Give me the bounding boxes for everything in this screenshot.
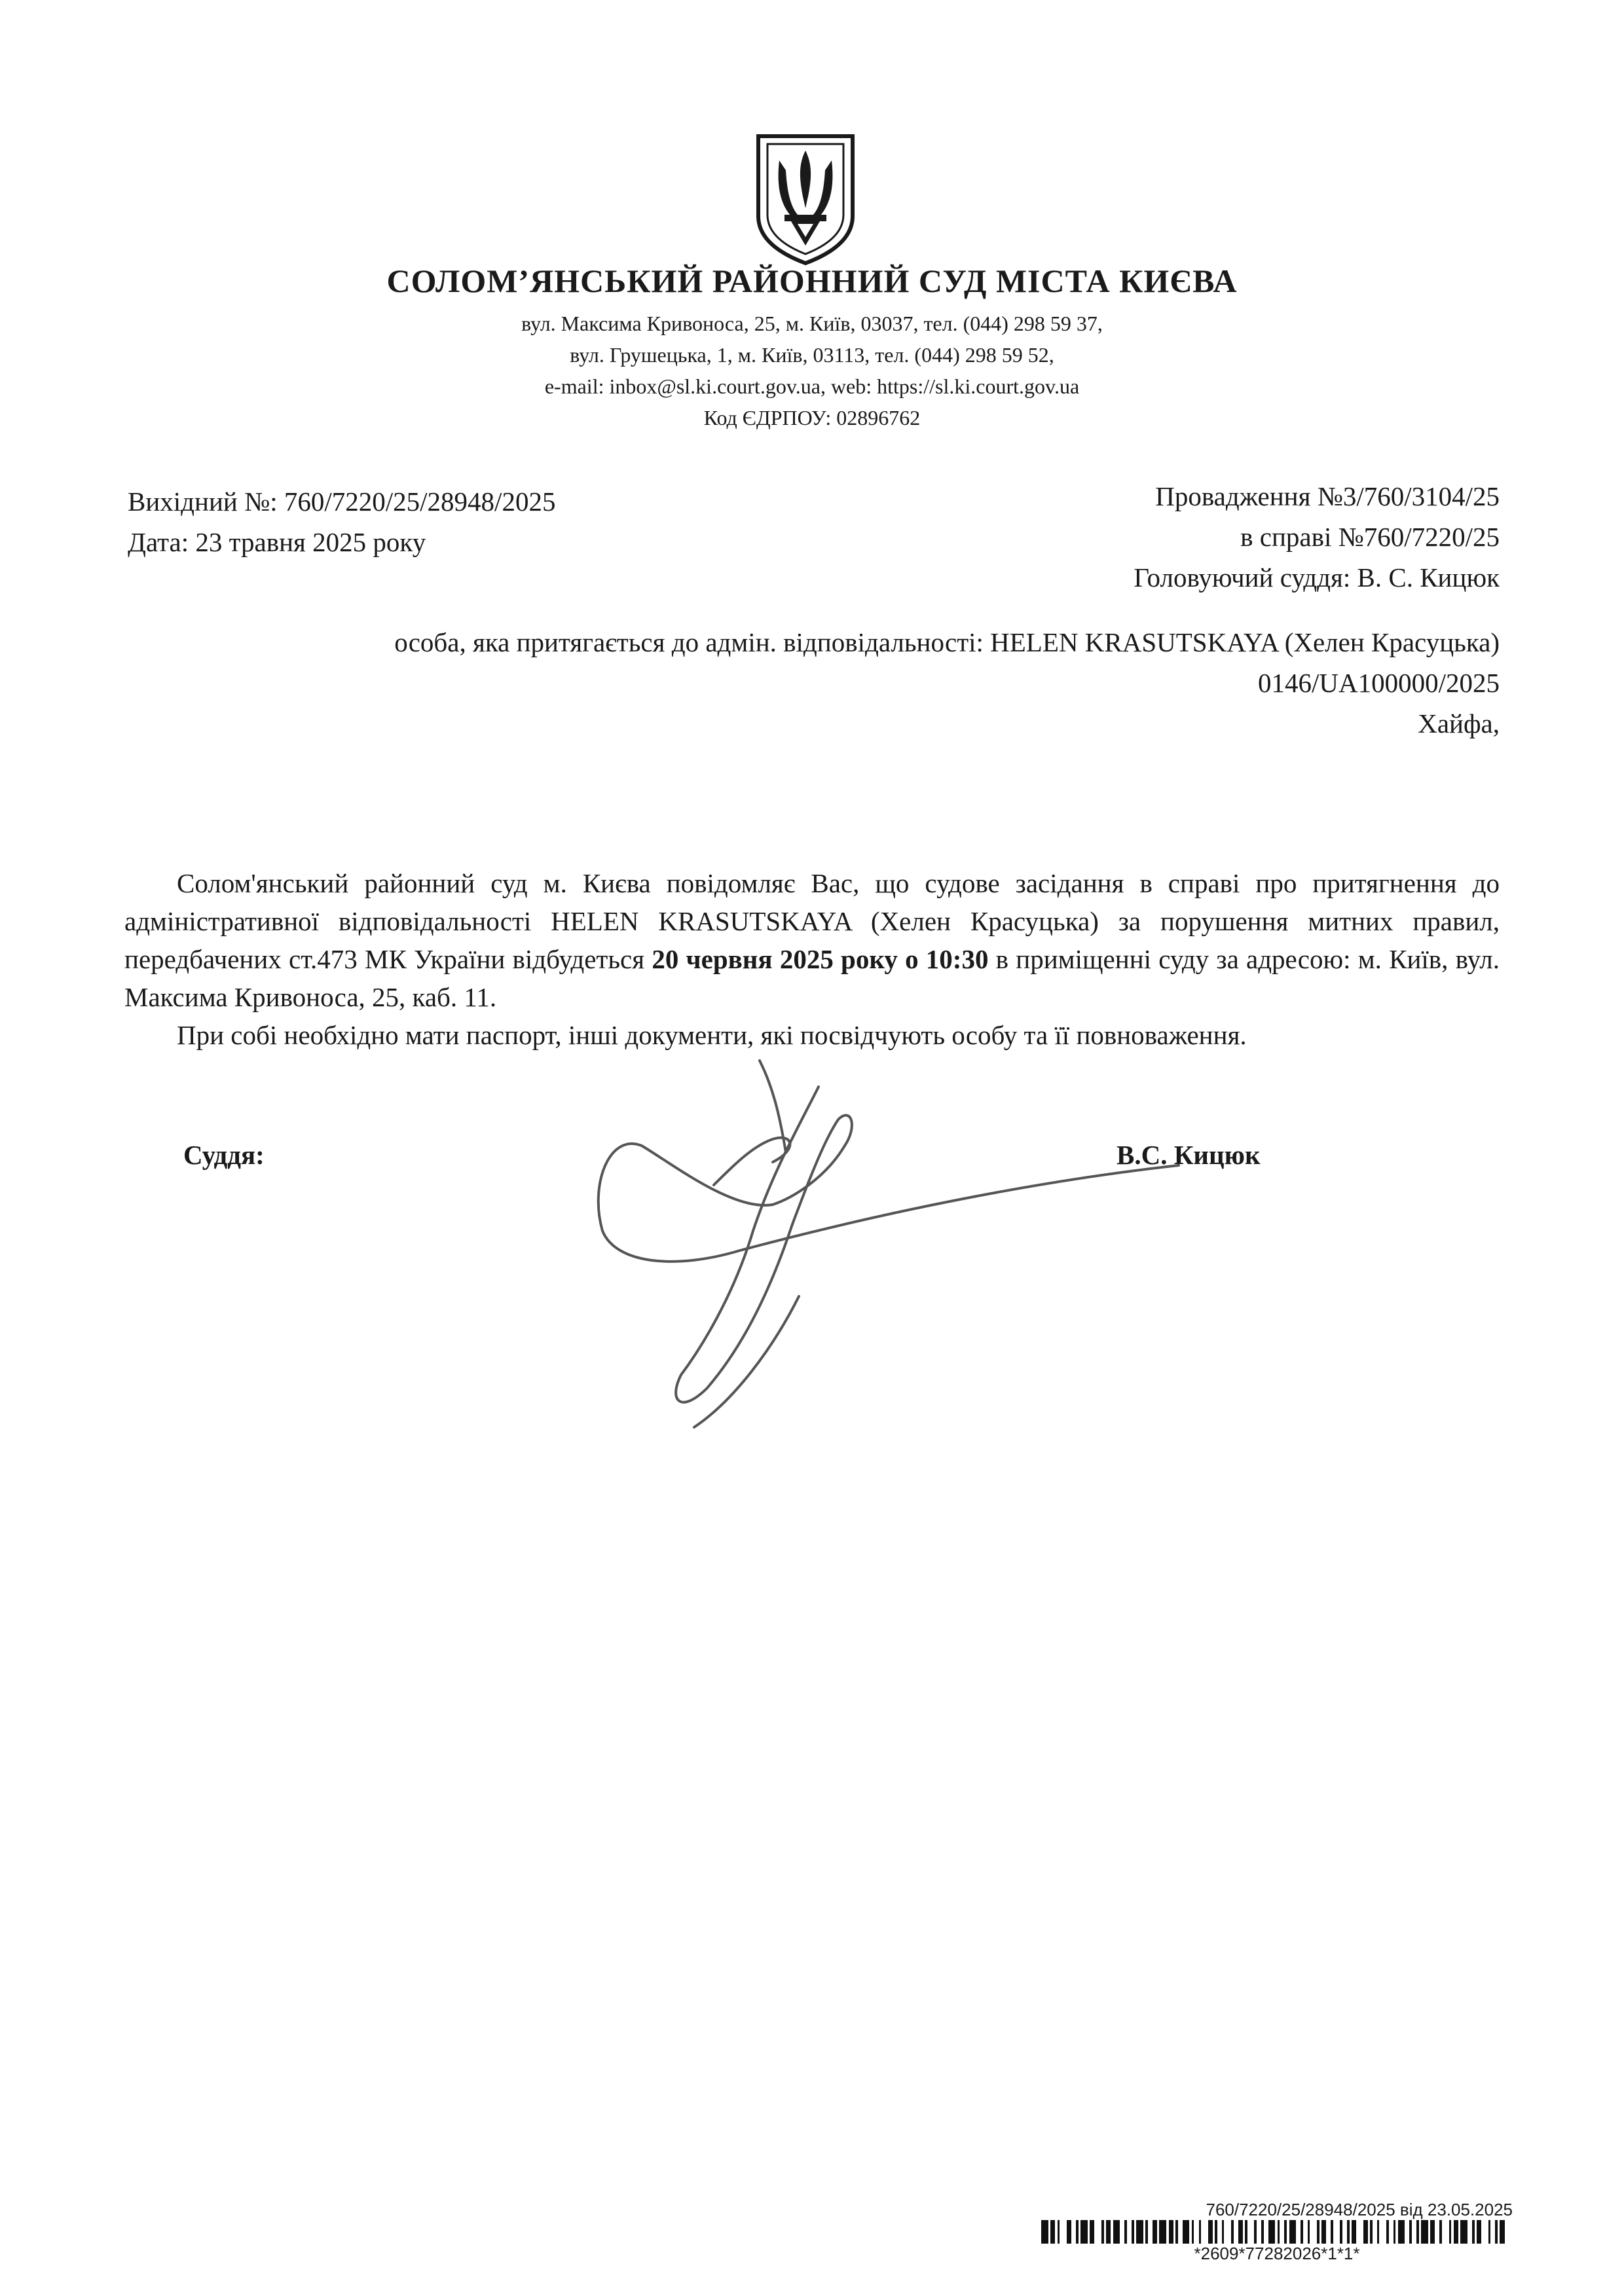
barcode-bar [1067, 2220, 1071, 2244]
barcode-bar [1208, 2220, 1213, 2244]
recipient-reference: 0146/UA100000/2025 [1258, 668, 1500, 698]
barcode-bar [1505, 2220, 1512, 2244]
case-number: в справі №760/7220/25 [1240, 522, 1500, 552]
barcode-bar [1183, 2220, 1190, 2244]
barcode-bar [1136, 2220, 1143, 2244]
barcode-block [1041, 2200, 1513, 2264]
barcode-bar [1352, 2220, 1356, 2244]
barcode-bar [1442, 2220, 1449, 2244]
barcode-bar [1060, 2220, 1067, 2244]
barcode-bar [1080, 2220, 1088, 2244]
document-date: Дата: 23 травня 2025 року [128, 527, 426, 557]
barcode-bar [1356, 2220, 1363, 2244]
barcode-bar [1113, 2220, 1120, 2244]
barcode-bar [1412, 2220, 1416, 2244]
barcode-bar [1120, 2220, 1124, 2244]
barcode-bar [1490, 2220, 1495, 2244]
proceeding-number: Провадження №3/760/3104/25 [1155, 481, 1500, 511]
case-meta [1134, 476, 1500, 598]
barcode-bar [1268, 2220, 1276, 2244]
barcode-bar [1342, 2220, 1347, 2244]
barcode-bar [1194, 2220, 1198, 2244]
barcode-bar [1430, 2220, 1435, 2244]
barcode-bar [1094, 2220, 1101, 2244]
barcode-bar [1389, 2220, 1393, 2244]
barcode-bar [1326, 2220, 1331, 2244]
barcode-bar [1310, 2220, 1317, 2244]
notice-paragraph-2: При собі необхідно мати паспорт, інші документи, які посвідчують особу та її повноваження. [177, 1020, 1247, 1050]
barcode-bar [1201, 2220, 1208, 2244]
judge-label: Суддя: [183, 1140, 265, 1170]
barcode-bar [1303, 2220, 1308, 2244]
barcode-bar [1234, 2220, 1238, 2244]
barcode-bar [1481, 2220, 1488, 2244]
barcode-bar [1333, 2220, 1340, 2244]
barcode-bar [1153, 2220, 1157, 2244]
barcode-bar [1224, 2220, 1231, 2244]
barcode-icon [1041, 2220, 1513, 2244]
barcode-code: *2609*77282026*1*1* [1194, 2244, 1360, 2263]
barcode-bar [1321, 2220, 1326, 2244]
outgoing-number: Вихідний №: 760/7220/25/28948/2025 [128, 486, 556, 517]
barcode-bar [1238, 2220, 1243, 2244]
barcode-bar [1257, 2220, 1261, 2244]
barcode-bar [1280, 2220, 1284, 2244]
barcode-bar [1454, 2220, 1458, 2244]
hearing-datetime: 20 червня 2025 року о 10:30 [652, 944, 989, 974]
barcode-bar [1041, 2220, 1048, 2244]
recipient-city: Хайфа, [1418, 708, 1500, 738]
notice-paragraph-1: Солом'янський районний суд м. Києва повідомляє Вас, що судове засідання в справі про притягнення до адміністративної відповідальності HELEN KRASUTSKAYA (Хелен Красуцька) за порушення митних правил, передбачених ст.473 МК України відбудеться 20 червня 2025 року о 10:30 в приміщенні суду за адресою: м. Київ, вул. Максима Кривоноса, 25, каб. 11. [124, 868, 1500, 1012]
barcode-bar [1373, 2220, 1377, 2244]
barcode-bar [1178, 2220, 1183, 2244]
barcode-bar [1264, 2220, 1268, 2244]
handwritten-signature [576, 1034, 1192, 1453]
barcode-bar [1071, 2220, 1076, 2244]
barcode-bar [1169, 2220, 1173, 2244]
barcode-bar [1090, 2220, 1094, 2244]
barcode-bar [1159, 2220, 1166, 2244]
barcode-bar [1148, 2220, 1153, 2244]
judge-name: В.С. Кицюк [1116, 1140, 1261, 1170]
court-address-line-2: вул. Грушецька, 1, м. Київ, 03113, тел. (044) 298 59 52, [570, 343, 1054, 367]
barcode-bar [1379, 2220, 1386, 2244]
recipient-block [394, 622, 1500, 744]
barcode-bar [1477, 2220, 1481, 2244]
court-name: СОЛОМ’ЯНСЬКИЙ РАЙОННИЙ СУД МІСТА КИЄВА [386, 263, 1238, 299]
barcode-bar [1289, 2220, 1297, 2244]
presiding-judge: Головуючий суддя: В. С. Кицюк [1134, 562, 1500, 592]
outgoing-meta [128, 481, 555, 562]
barcode-bar [1421, 2220, 1428, 2244]
barcode-bar [1050, 2220, 1055, 2244]
barcode-bar [1363, 2220, 1368, 2244]
recipient-name: особа, яка притягається до адмін. відповідальності: HELEN KRASUTSKAYA (Хелен Красуцька) [394, 627, 1500, 657]
barcode-bar [1405, 2220, 1409, 2244]
coat-of-arms-icon [753, 131, 858, 268]
barcode-bar [1460, 2220, 1467, 2244]
barcode-bar [1106, 2220, 1111, 2244]
barcode-bar [1247, 2220, 1255, 2244]
court-address-line-1: вул. Максима Кривоноса, 25, м. Київ, 03037, тел. (044) 298 59 37, [521, 312, 1103, 335]
barcode-bar [1467, 2220, 1472, 2244]
barcode-bar [1435, 2220, 1439, 2244]
notice-body [124, 864, 1500, 1054]
barcode-bar [1296, 2220, 1301, 2244]
barcode-bar [1398, 2220, 1405, 2244]
barcode-bar [1127, 2220, 1132, 2244]
court-edrpou-code: Код ЄДРПОУ: 02896762 [703, 406, 921, 429]
barcode-bar [1500, 2220, 1504, 2244]
court-contacts-line: e-mail: inbox@sl.ki.court.gov.ua, web: https://sl.ki.court.gov.ua [544, 374, 1080, 398]
barcode-bar [1217, 2220, 1222, 2244]
barcode-reference: 760/7220/25/28948/2025 від 23.05.2025 [1206, 2200, 1513, 2219]
